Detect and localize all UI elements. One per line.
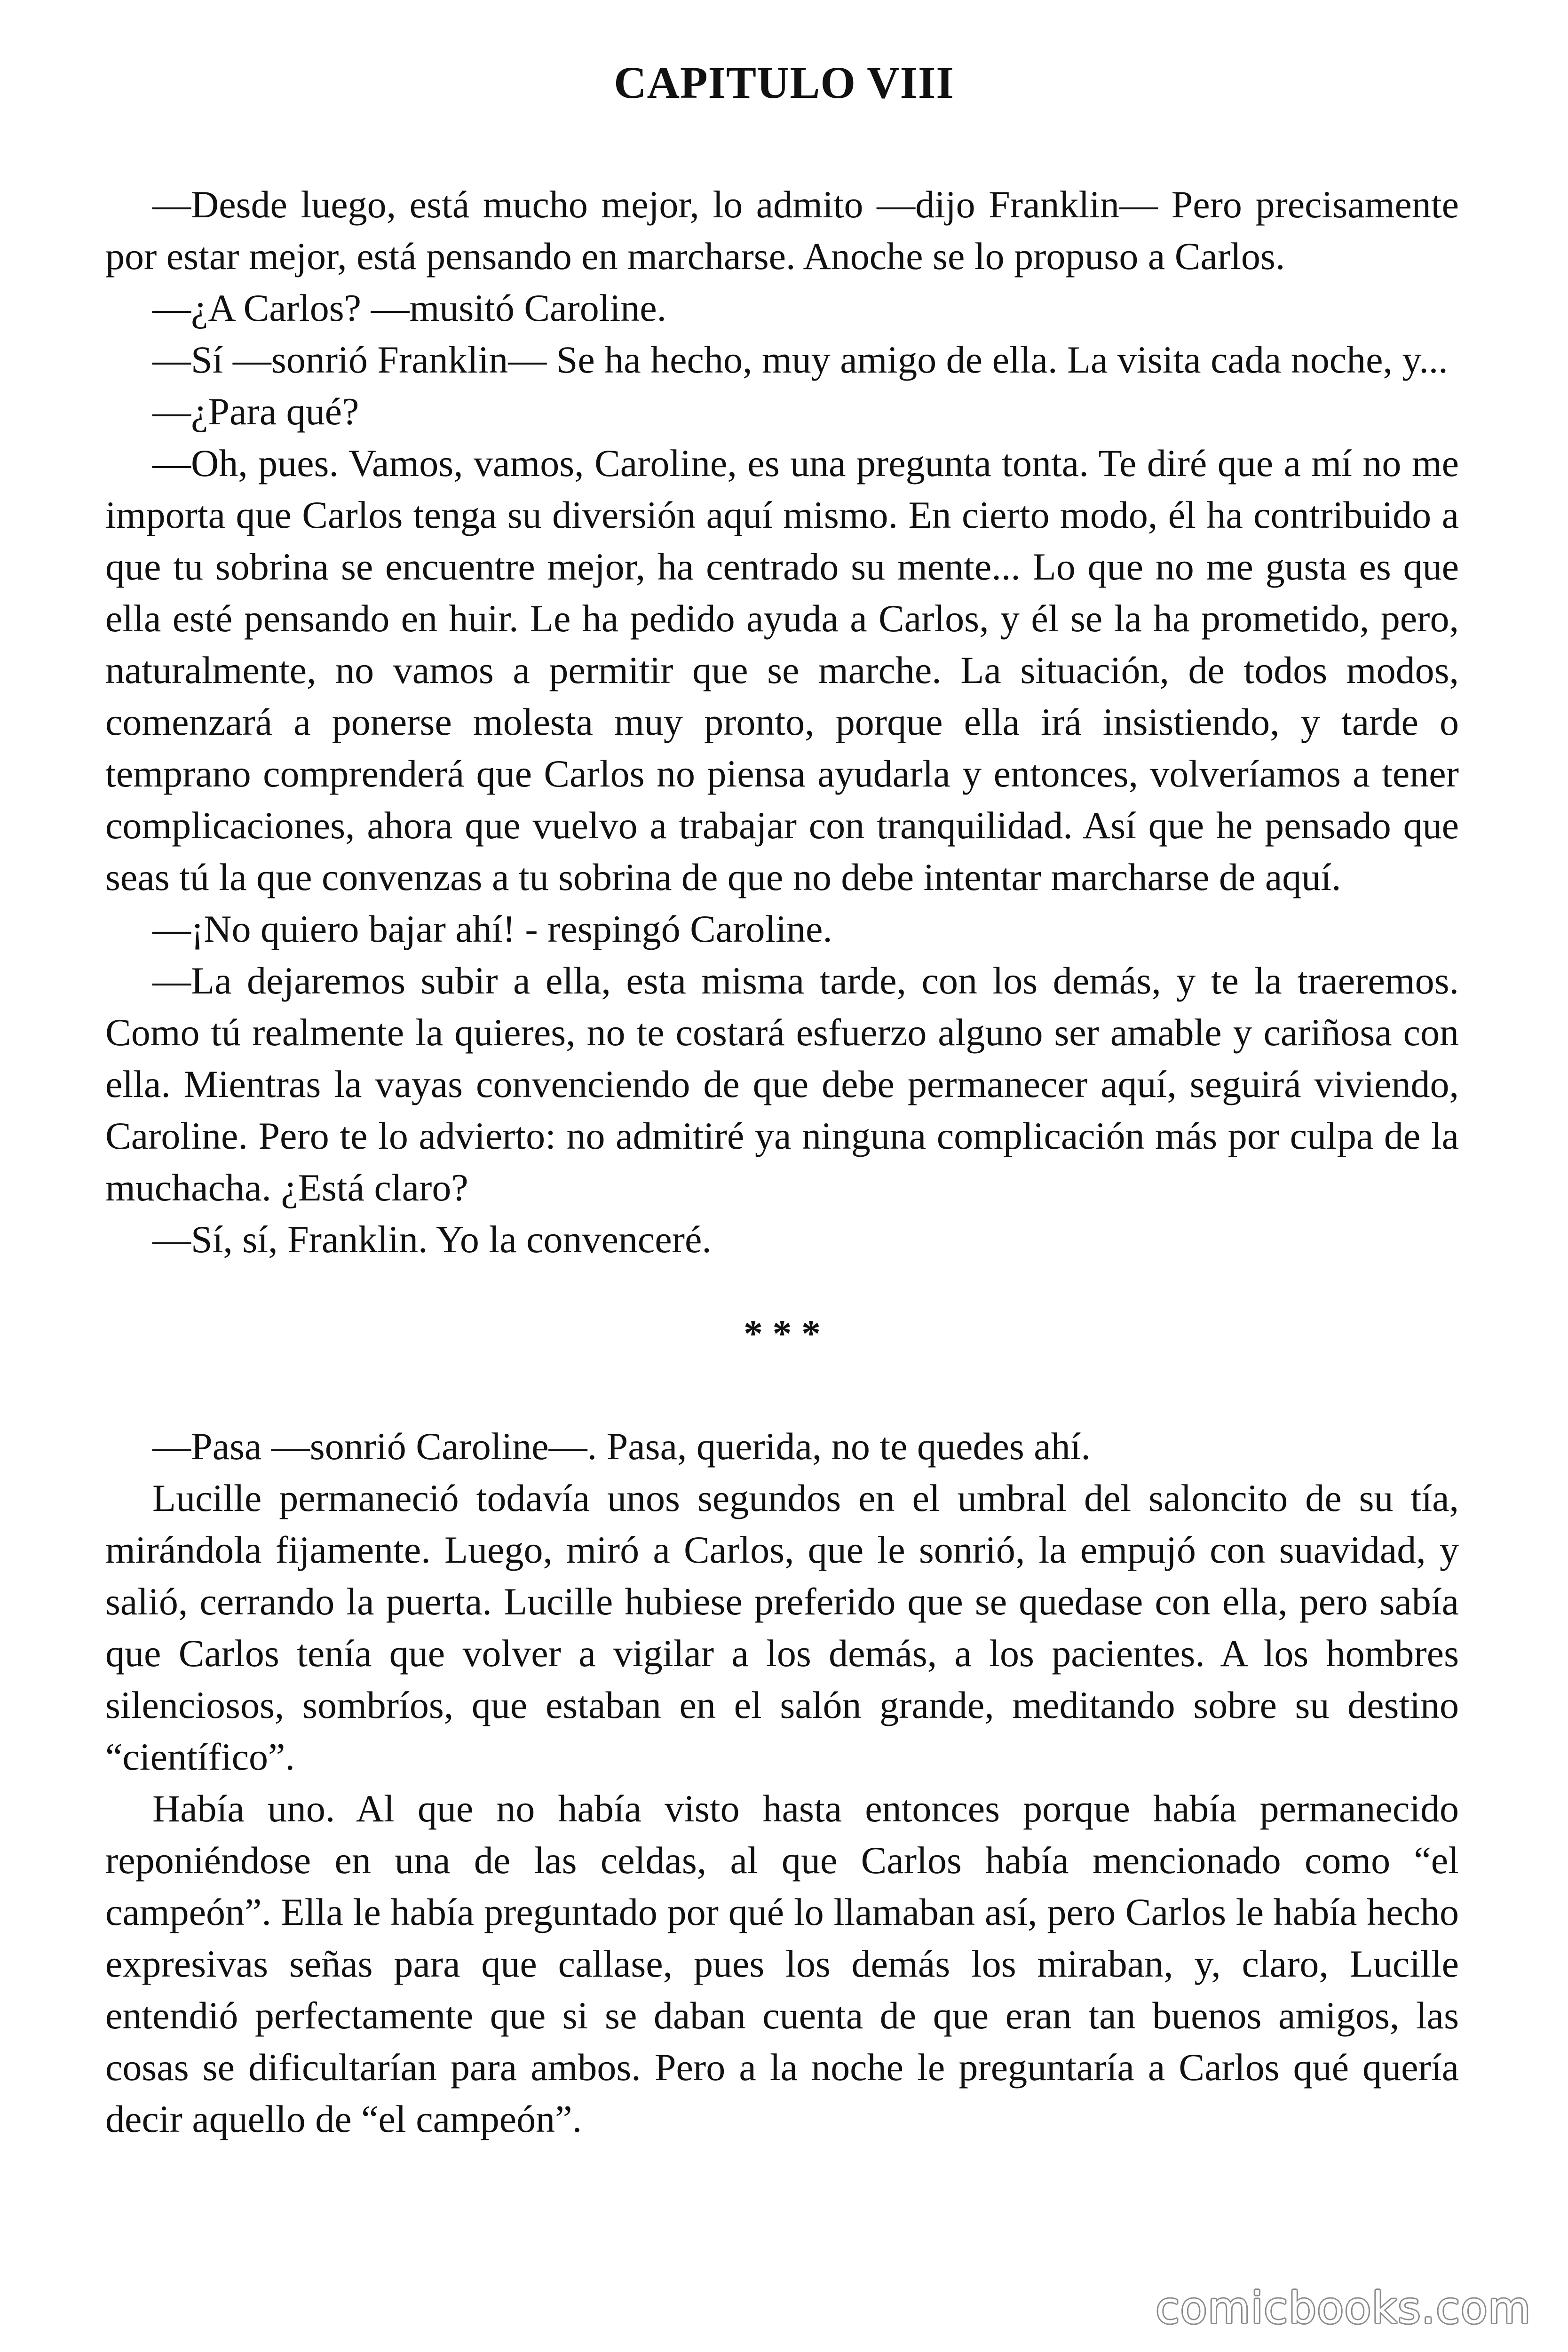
paragraph: Lucille permaneció todavía unos segundos en el umbral del saloncito de su tía, mirándola fijamente. Luego, miró a Carlos, que le sonrió, la empujó con suavidad, y salió, cerrando la puerta. Lucille hubiese preferido que se quedase con ella, pero sabía que Carlos tenía que volver a vigilar a los demás, a los pacientes. A los hombres silenciosos, sombríos, que estaban en el salón grande, meditando sobre su destino “científico”. — [105, 1477, 1459, 1778]
chapter-title: CAPITULO VIII — [614, 57, 954, 108]
paragraph: —¿A Carlos? —musitó Caroline. — [152, 286, 667, 329]
paragraph: —Pasa —sonrió Caroline—. Pasa, querida, no te quedes ahí. — [152, 1425, 1091, 1468]
paragraph: —Oh, pues. Vamos, vamos, Caroline, es una pregunta tonta. Te diré que a mí no me importa que Carlos tenga su diversión aquí mismo. En cierto modo, él ha contribuido a que tu sobrina se encuentre mejor, ha centrado su mente... Lo que no me gusta es que ella esté pensando en huir. Le ha pedido ayuda a Carlos, y él se la ha prometido, pero, naturalmente, no vamos a permitir que se marche. La situación, de todos modos, comenzará a ponerse molesta muy pronto, porque ella irá insistiendo, y tarde o temprano comprenderá que Carlos no piensa ayudarla y entonces, volveríamos a tener complicaciones, ahora que vuelvo a trabajar con tranquilidad. Así que he pensado que seas tú la que convenzas a tu sobrina de que no debe intentar marcharse de aquí. — [105, 442, 1459, 898]
watermark: comicbooks.com — [1156, 2283, 1531, 2333]
paragraph: —Sí —sonrió Franklin— Se ha hecho, muy amigo de ella. La visita cada noche, y... — [152, 338, 1448, 381]
paragraph: —¿Para qué? — [152, 390, 359, 433]
paragraph: —Desde luego, está mucho mejor, lo admito —dijo Franklin— Pero precisamente por estar mejor, está pensando en marcharse. Anoche se lo propuso a Carlos. — [105, 183, 1459, 278]
paragraph: —La dejaremos subir a ella, esta misma tarde, con los demás, y te la traeremos. Como tú realmente la quieres, no te costará esfuerzo alguno ser amable y cariñosa con ella. Mientras la vayas convenciendo de que debe permanecer aquí, seguirá viviendo, Caroline. Pero te lo advierto: no admitiré ya ninguna complicación más por culpa de la muchacha. ¿Está claro? — [105, 959, 1459, 1209]
paragraph: Había uno. Al que no había visto hasta entonces porque había permanecido reponiéndose en una de las celdas, al que Carlos había mencionado como “el campeón”. Ella le había preguntado por qué lo llamaban así, pero Carlos le había hecho expresivas señas para que callase, pues los demás los miraban, y, claro, Lucille entendió perfectamente que si se daban cuenta de que eran tan buenos amigos, las cosas se dificultarían para ambos. Pero a la noche le preguntaría a Carlos qué quería decir aquello de “el campeón”. — [105, 1787, 1459, 2140]
section-separator: * * * — [744, 1312, 821, 1355]
page-body — [105, 179, 1459, 2145]
paragraph: —Sí, sí, Franklin. Yo la convenceré. — [152, 1218, 712, 1261]
paragraph: —¡No quiero bajar ahí! - respingó Caroline. — [152, 907, 832, 950]
